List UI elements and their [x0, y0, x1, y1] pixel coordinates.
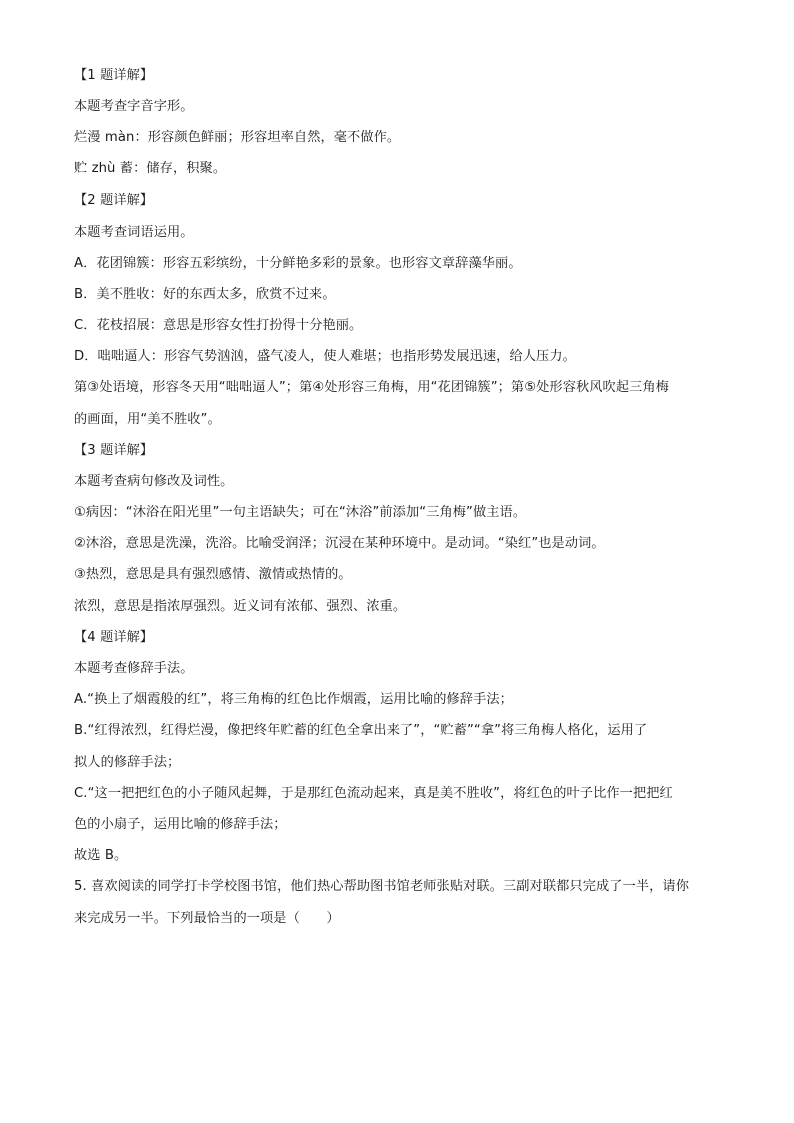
paragraph-line: A．花团锦簇：形容五彩缤纷，十分鲜艳多彩的景象。也形容文章辞藻华丽。: [74, 256, 522, 271]
paragraph-line: ③热烈，意思是具有强烈感情、激情或热情的。: [74, 567, 352, 582]
paragraph-line: 本题考查修辞手法。: [74, 661, 194, 676]
section-heading-q4: 【4 题详解】: [74, 630, 154, 645]
paragraph-line: D．咄咄逼人：形容气势汹汹，盛气凌人，使人难堪；也指形势发展迅速，给人压力。: [74, 349, 576, 364]
paragraph-line: B．美不胜收：好的东西太多，欣赏不过来。: [74, 287, 336, 302]
question-5-text: 5. 喜欢阅读的同学打卡学校图书馆，他们热心帮助图书馆老师张贴对联。三副对联都只完成了一半，请你: [74, 879, 690, 894]
section-heading-q3: 【3 题详解】: [74, 443, 154, 458]
paragraph-line: B.“红得浓烈，红得烂漫，像把终年贮蓄的红色全拿出来了”，“贮蓄”“拿”将三角梅人格化，运用了: [74, 723, 648, 738]
paragraph-line: 本题考查字音字形。: [74, 99, 194, 114]
paragraph-line: 本题考查病句修改及词性。: [74, 474, 234, 489]
paragraph-line: 贮 zhù 蓄：储存，积聚。: [74, 161, 227, 176]
paragraph-line: 本题考查词语运用。: [74, 225, 194, 240]
question-5-text: 来完成另一半。下列最恰当的一项是（ ）: [74, 911, 340, 926]
paragraph-line: C.“这一把把红色的小子随风起舞，于是那红色流动起来，真是美不胜收”，将红色的叶子比作一把把红: [74, 786, 673, 801]
paragraph-line: A.“换上了烟霞般的红”，将三角梅的红色比作烟霞，运用比喻的修辞手法；: [74, 692, 513, 707]
paragraph-line: 烂漫 màn：形容颜色鲜丽；形容坦率自然，毫不做作。: [74, 130, 401, 145]
paragraph-line: 故选 B。: [74, 848, 128, 863]
paragraph-line: 拟人的修辞手法；: [74, 755, 181, 770]
section-heading-q2: 【2 题详解】: [74, 193, 154, 208]
paragraph-line: C．花枝招展：意思是形容女性打扮得十分艳丽。: [74, 318, 363, 333]
paragraph-line: 浓烈，意思是指浓厚强烈。近义词有浓郁、强烈、浓重。: [74, 599, 407, 614]
paragraph-line: 色的小扇子，运用比喻的修辞手法；: [74, 817, 287, 832]
paragraph-line: 的画面，用“美不胜收”。: [74, 412, 221, 427]
paragraph-line: ②沐浴，意思是洗澡，洗浴。比喻受润泽；沉浸在某种环境中。是动词。“染红”也是动词。: [74, 536, 605, 551]
section-heading-q1: 【1 题详解】: [74, 68, 154, 83]
paragraph-line: 第③处语境，形容冬天用“咄咄逼人”；第④处形容三角梅，用“花团锦簇”；第⑤处形容秋风吹起三角梅: [74, 380, 669, 395]
paragraph-line: ①病因：“沐浴在阳光里”一句主语缺失；可在“沐浴”前添加“三角梅”做主语。: [74, 505, 527, 520]
